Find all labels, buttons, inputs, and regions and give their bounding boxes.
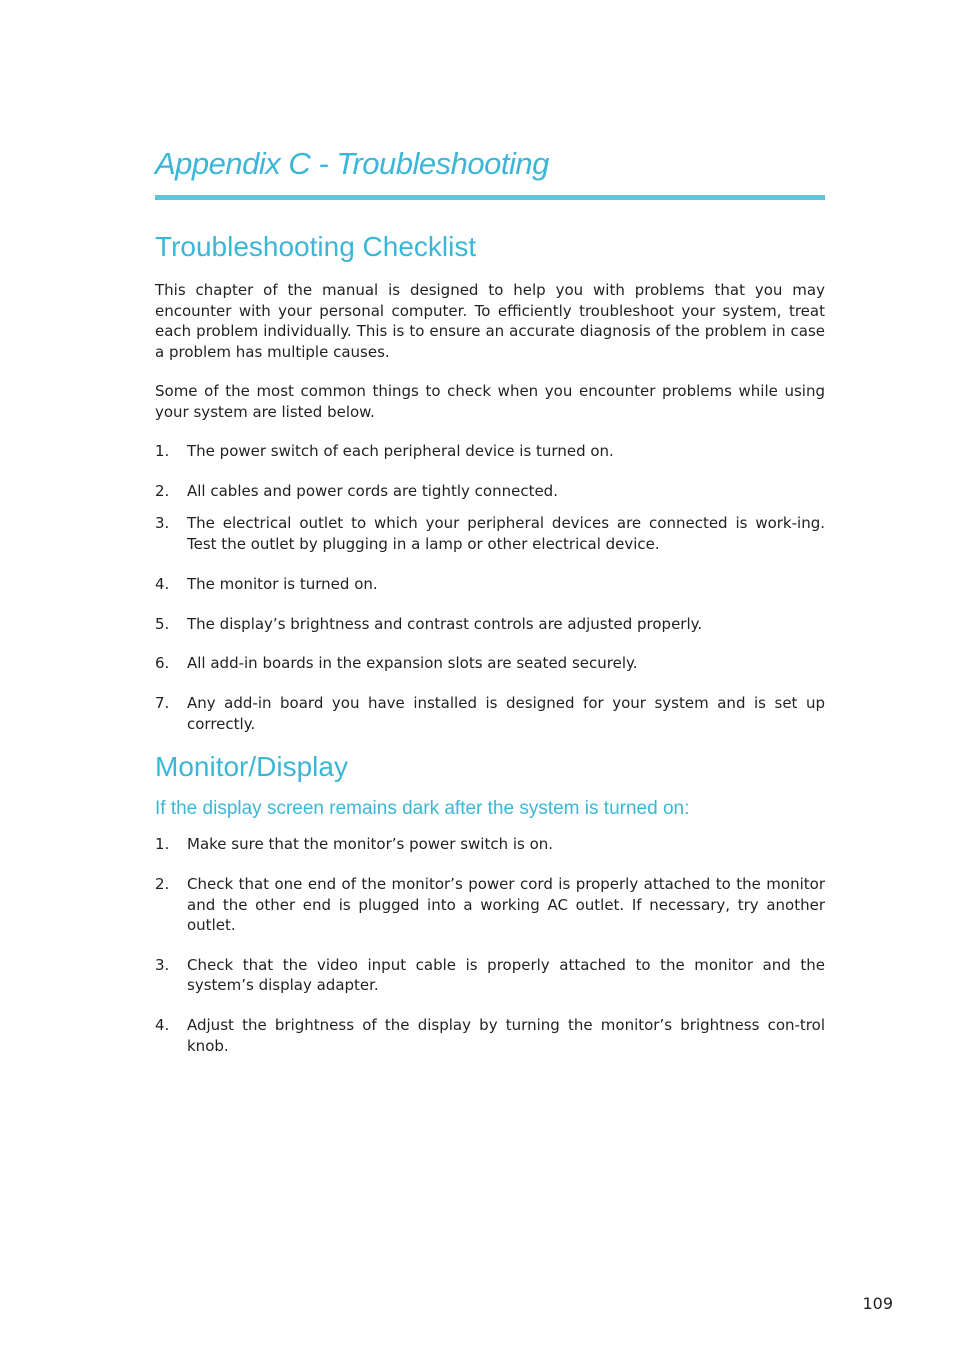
- page-number: 109: [862, 1294, 893, 1313]
- list-item: [155, 574, 825, 595]
- checklist-heading: Troubleshooting Checklist: [155, 231, 477, 262]
- list-item-number: 5.: [155, 614, 170, 633]
- list-item-number: 7.: [155, 694, 170, 712]
- list-item-text: Any add-in board you have installed is designed for your system and is set up correctly.: [187, 694, 825, 733]
- checklist-intro-paragraph-1: This chapter of the manual is designed to help you with problems that you may encounter with your personal computer. To efficiently troubleshoot your system, treat each problem individually. This is to ensure an accurate diagnosis of the problem in case a problem has multiple causes.: [155, 281, 825, 361]
- list-item-number: 4.: [155, 574, 170, 593]
- list-item-number: 3.: [155, 955, 170, 974]
- list-item-number: 3.: [155, 514, 170, 532]
- list-item: [155, 693, 825, 734]
- list-item-text: All add-in boards in the expansion slots are seated securely.: [187, 654, 638, 672]
- page-content: [155, 228, 825, 1056]
- list-item: [155, 1015, 825, 1056]
- monitor-subheading: If the display screen remains dark after the system is turned on:: [155, 798, 690, 819]
- checklist-list: [155, 441, 825, 734]
- list-item-text: Check that the video input cable is properly attached to the monitor and the system’s display adapter.: [187, 955, 825, 994]
- list-item: [155, 874, 825, 936]
- list-item-number: 6.: [155, 654, 170, 672]
- list-item-text: Check that one end of the monitor’s power cord is properly attached to the monitor and the other end is plugged into a working AC outlet. If necessary, try another outlet.: [187, 875, 825, 934]
- monitor-heading: Monitor/Display: [155, 751, 348, 782]
- list-item-number: 1.: [155, 442, 170, 460]
- list-item: [155, 834, 825, 855]
- list-item-text: The monitor is turned on.: [187, 574, 378, 593]
- title-rule: [155, 195, 825, 200]
- list-item-text: All cables and power cords are tightly connected.: [187, 482, 558, 500]
- list-item-number: 2.: [155, 482, 170, 500]
- list-item: [155, 653, 825, 674]
- appendix-title: Appendix C - Troubleshooting: [155, 146, 549, 181]
- list-item: [155, 481, 825, 502]
- checklist-intro-paragraph-2: Some of the most common things to check when you encounter problems while using your system are listed below.: [155, 382, 825, 421]
- list-item: [155, 513, 825, 554]
- list-item-text: The display’s brightness and contrast controls are adjusted properly.: [187, 614, 703, 633]
- list-item-text: The electrical outlet to which your peripheral devices are connected is work-ing. Test the outlet by plugging in a lamp or other electrical device.: [187, 514, 825, 553]
- list-item-text: Adjust the brightness of the display by turning the monitor’s brightness con-trol knob.: [187, 1016, 825, 1055]
- list-item: [155, 441, 825, 462]
- list-item-number: 4.: [155, 1016, 170, 1034]
- list-item-number: 1.: [155, 835, 170, 853]
- list-item: [155, 614, 825, 635]
- list-item-text: Make sure that the monitor’s power switch is on.: [187, 835, 554, 853]
- list-item-number: 2.: [155, 875, 170, 893]
- monitor-list: [155, 834, 825, 1056]
- list-item-text: The power switch of each peripheral device is turned on.: [187, 442, 614, 460]
- list-item: [155, 955, 825, 996]
